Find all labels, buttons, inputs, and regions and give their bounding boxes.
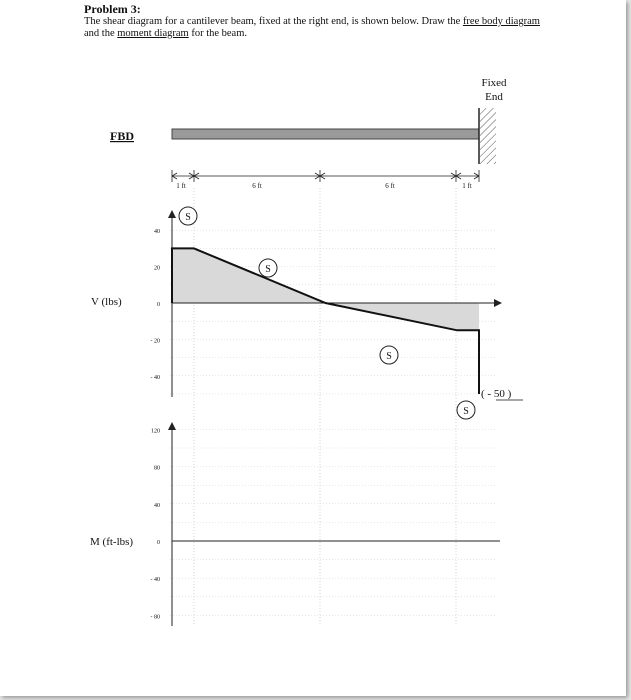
dim-label-2: 6 ft (252, 182, 262, 190)
moment-grid (151, 428, 496, 620)
dim-label-3: 6 ft (385, 182, 395, 190)
slope-marker-label: S (185, 212, 191, 223)
shear-tick-label: - 40 (150, 374, 160, 381)
shear-tick-label: 40 (154, 229, 160, 236)
shear-tick-label: - 20 (150, 338, 160, 345)
dim-label-1: 1 ft (176, 182, 186, 190)
moment-tick-label: 40 (154, 502, 160, 509)
shear-tick-label: 20 (154, 265, 160, 272)
moment-tick-label: - 80 (150, 614, 160, 621)
moment-tick-label: - 40 (150, 577, 160, 584)
free-body-diagram-term: free body diagram (462, 16, 540, 27)
end-shear-value-label: ( - 50 ) (481, 388, 512, 400)
fixed-wall-hatching (480, 108, 496, 164)
slope-marker-label: S (463, 406, 469, 417)
beam (172, 129, 479, 139)
fbd-label: FBD (110, 129, 134, 143)
moment-plot (172, 424, 500, 626)
dimension-line (172, 170, 479, 182)
shear-plot (172, 207, 523, 419)
statement-part-2: and the (84, 28, 118, 39)
shear-tick-label: 0 (157, 302, 160, 308)
fixed-end-label-line1: Fixed (481, 77, 507, 89)
shear-positive-area (172, 248, 326, 303)
slope-marker-label: S (386, 351, 392, 362)
dim-label-4: 1 ft (462, 182, 472, 190)
fixed-end-label-line2: End (485, 91, 503, 103)
moment-tick-label: 80 (154, 465, 160, 472)
moment-diagram-term: moment diagram (117, 28, 189, 39)
slope-marker-label: S (265, 264, 271, 275)
statement-part-1: The shear diagram for a cantilever beam, fixed at the right end, is shown below. Draw the (84, 16, 463, 27)
moment-axis-label: M (ft-lbs) (90, 536, 134, 548)
moment-tick-label: 120 (151, 428, 160, 435)
statement-part-3: for the beam. (188, 28, 248, 39)
moment-tick-label: 0 (157, 540, 160, 546)
problem-title: Problem 3: (84, 2, 141, 16)
shear-axis-label: V (lbs) (91, 296, 122, 308)
